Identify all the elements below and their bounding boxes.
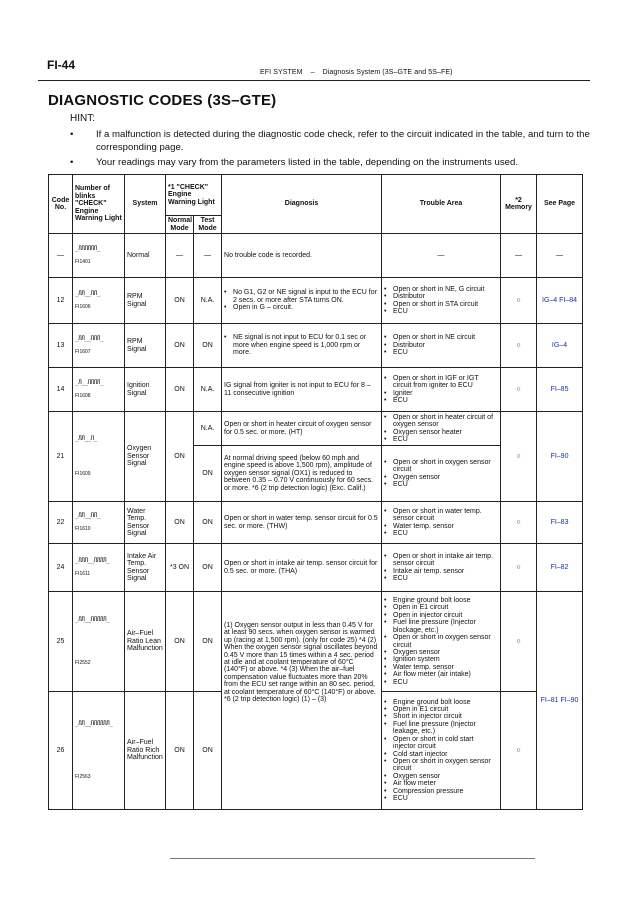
trouble-item: • ECU [393, 795, 498, 802]
trouble-item: • Cold start injector [393, 751, 498, 758]
table-row [49, 502, 583, 544]
system-cell: Air–Fuel Ratio Lean Malfunction [125, 592, 166, 692]
figure-id: FI1609 [75, 470, 91, 477]
trouble-area-cell [382, 324, 501, 368]
normal-mode-cell: ON [166, 412, 194, 502]
hint-bullet [70, 157, 605, 170]
trouble-item: • Oxygen sensor [393, 773, 498, 780]
trouble-item: • Ignition system [393, 656, 498, 663]
col-memory: *2 Memory [501, 175, 537, 234]
blink-pattern [73, 412, 125, 502]
trouble-item: • Open or short in oxygen sensor circuit [393, 459, 498, 474]
trouble-item: • ECU [393, 397, 498, 404]
col-normal-mode: Normal Mode [166, 216, 194, 234]
col-trouble-area: Trouble Area [382, 175, 501, 234]
figure-id: FI1401 [75, 258, 91, 265]
blink-waveform: _ЛЛ__ЛЛЛ_ [75, 335, 104, 343]
trouble-item: • Open in E1 circuit [393, 604, 498, 611]
figure-id: FI1611 [75, 570, 91, 577]
running-header [260, 69, 453, 76]
system-cell: Water Temp. Sensor Signal [125, 502, 166, 544]
trouble-area-cell [382, 692, 501, 810]
trouble-item: • Compression pressure [393, 788, 498, 795]
memory-cell: ○ [501, 692, 537, 810]
see-page-link[interactable]: IG–4 FI–84 [537, 278, 583, 324]
trouble-item: • Engine ground bolt loose [393, 699, 498, 706]
trouble-item: • Open or short in intake air temp. sensor circuit [393, 553, 498, 568]
memory-cell: ○ [501, 592, 537, 692]
trouble-item: • Air flow meter [393, 780, 498, 787]
col-check-light: *1 "CHECK" Engine Warning Light [166, 175, 222, 216]
bullet-dot-icon: • [70, 157, 74, 168]
trouble-item: • Igniter [393, 390, 498, 397]
diagnosis-item: • No G1, G2 or NE signal is input to the ECU for 2 secs. or more after STA turns ON. [233, 289, 379, 304]
diagnosis-cell [222, 324, 382, 368]
see-page-link[interactable]: FI–90 [537, 412, 583, 502]
test-mode-cell: N.A. [194, 368, 222, 412]
trouble-area-cell [382, 278, 501, 324]
trouble-area-cell [382, 368, 501, 412]
figure-id: FI1608 [75, 392, 91, 399]
test-mode-cell: N.A. [194, 412, 222, 446]
trouble-item: • ECU [393, 530, 498, 537]
blink-pattern [73, 368, 125, 412]
test-mode-cell: ON [194, 544, 222, 592]
trouble-item: • Water temp. sensor [393, 664, 498, 671]
test-mode-cell: ON [194, 692, 222, 810]
see-page-link[interactable]: FI–81 FI–90 [537, 592, 583, 810]
figure-id: FI1610 [75, 525, 91, 532]
system-cell: Intake Air Temp. Sensor Signal [125, 544, 166, 592]
blink-waveform: _ЛЛ__ЛЛ_ [75, 290, 100, 298]
blink-waveform: _ЛЛЛЛЛЛ_ [75, 245, 100, 253]
normal-mode-cell: ON [166, 502, 194, 544]
table-row [49, 324, 583, 368]
trouble-item: • Open in injector circuit [393, 612, 498, 619]
system-cell: Air–Fuel Ratio Rich Malfunction [125, 692, 166, 810]
trouble-area-cell [382, 502, 501, 544]
test-mode-cell: N.A. [194, 278, 222, 324]
hint-label: HINT: [70, 113, 95, 124]
trouble-item: • Water temp. sensor [393, 523, 498, 530]
trouble-item: • Fuel line pressure (Injector leakage, etc.) [393, 721, 498, 736]
trouble-area-cell: — [382, 234, 501, 278]
code-cell: 21 [49, 412, 73, 502]
trouble-item: • Intake air temp. sensor [393, 568, 498, 575]
trouble-area-cell [382, 544, 501, 592]
normal-mode-cell: ON [166, 592, 194, 692]
code-cell: 24 [49, 544, 73, 592]
diagnosis-cell: At normal driving speed (below 60 mph and engine speed is above 1,500 rpm), amplitude of oxygen sensor signal (OX1) is reduced to between 0.35 – 0.70 V continuously for 60 secs. or more. *6 (2 trip detection logic) (Exc. Calif.) [222, 446, 382, 502]
blink-pattern [73, 278, 125, 324]
diagnostic-codes-table [48, 174, 583, 810]
code-cell: 22 [49, 502, 73, 544]
memory-cell: ○ [501, 502, 537, 544]
blink-pattern [73, 234, 125, 278]
system-cell: Oxygen Sensor Signal [125, 412, 166, 502]
trouble-item: • Distributor [393, 293, 498, 300]
table-row [49, 368, 583, 412]
hint-text: Your readings may vary from the parameters listed in the table, depending on the instruments used. [96, 157, 519, 168]
header-rule [38, 80, 590, 81]
col-code: Code No. [49, 175, 73, 234]
trouble-item: • ECU [393, 436, 498, 443]
normal-mode-cell: ON [166, 324, 194, 368]
code-cell: 12 [49, 278, 73, 324]
col-see-page: See Page [537, 175, 583, 234]
figure-id: FI1607 [75, 348, 91, 355]
blink-waveform: _Л__ЛЛЛЛ_ [75, 379, 104, 387]
bullet-dot-icon: • [70, 129, 74, 140]
diagnosis-cell: Open or short in water temp. sensor circuit for 0.5 sec. or more. (THW) [222, 502, 382, 544]
trouble-item: • ECU [393, 308, 498, 315]
trouble-item: • Open or short in STA circuit [393, 301, 498, 308]
trouble-item: • ECU [393, 575, 498, 582]
table-row [49, 544, 583, 592]
system-cell: Normal [125, 234, 166, 278]
normal-mode-cell: *3 ON [166, 544, 194, 592]
memory-cell: ○ [501, 368, 537, 412]
test-mode-cell: ON [194, 324, 222, 368]
test-mode-cell: ON [194, 446, 222, 502]
see-page-link[interactable]: IG–4 [537, 324, 583, 368]
blink-pattern [73, 544, 125, 592]
trouble-item: • Open or short in NE, G circuit [393, 286, 498, 293]
trouble-item: • ECU [393, 349, 498, 356]
trouble-item: • Air flow meter (air intake) [393, 671, 498, 678]
diagnosis-cell: Open or short in heater circuit of oxygen sensor for 0.5 sec. or more. (HT) [222, 412, 382, 446]
figure-id: FI2552 [75, 659, 91, 666]
blink-pattern [73, 324, 125, 368]
table-header-row [49, 175, 583, 216]
page-title: DIAGNOSTIC CODES (3S–GTE) [48, 92, 277, 109]
diagnosis-item: • Open in G – circuit. [233, 304, 379, 311]
blink-pattern [73, 592, 125, 692]
system-cell: RPM Signal [125, 278, 166, 324]
trouble-item: • Fuel line pressure (Injector blockage, etc.) [393, 619, 498, 634]
memory-cell: ○ [501, 324, 537, 368]
trouble-item: • ECU [393, 481, 498, 488]
normal-mode-cell: ON [166, 278, 194, 324]
memory-cell: ○ [501, 278, 537, 324]
trouble-item: • Open or short in cold start injector circuit [393, 736, 498, 751]
normal-mode-cell: ON [166, 368, 194, 412]
table-row [49, 592, 583, 692]
col-blinks: Number of blinks "CHECK" Engine Warning Light [73, 175, 125, 234]
trouble-item: • Short in injector circuit [393, 713, 498, 720]
trouble-area-cell [382, 592, 501, 692]
code-cell: 25 [49, 592, 73, 692]
hint-text: If a malfunction is detected during the diagnostic code check, refer to the circuit indicated in the table, and turn to the corresponding page. [96, 129, 590, 153]
code-cell: — [49, 234, 73, 278]
col-test-mode: Test Mode [194, 216, 222, 234]
see-page-link[interactable]: FI–82 [537, 544, 583, 592]
diagnosis-cell: IG signal from igniter is not input to ECU for 8 – 11 consecutive ignition [222, 368, 382, 412]
normal-mode-cell: ON [166, 692, 194, 810]
diagnosis-cell: (1) Oxygen sensor output in less than 0.45 V for at least 90 secs. when oxygen sensor is warmed up (racing at 1,500 rpm). (only for code 25) *4 (2) When the oxygen sensor signal oscillates beyond 0.45 V more than 15 times within a 4 sec. period at idle and at coolant temperature of 60°C (140°F) or above. *4 (3) When the air–fuel compensation value fluctuates more than 20% from the ECU set range within an 80 sec. period, at coolant temperature of 60°C (140°F) or above. *6 (2 trip detection logic) (1) – (3) [222, 592, 382, 810]
see-page-link[interactable]: FI–85 [537, 368, 583, 412]
see-page-link[interactable]: FI–83 [537, 502, 583, 544]
test-mode-cell: ON [194, 592, 222, 692]
table-row [49, 278, 583, 324]
col-diagnosis: Diagnosis [222, 175, 382, 234]
trouble-item: • Engine ground bolt loose [393, 597, 498, 604]
figure-id: FI1606 [75, 303, 91, 310]
table-row [49, 412, 583, 446]
memory-cell: — [501, 234, 537, 278]
test-mode-cell: — [194, 234, 222, 278]
trouble-item: • Open or short in water temp. sensor circuit [393, 508, 498, 523]
section-name: EFI SYSTEM [260, 69, 303, 76]
memory-cell: ○ [501, 544, 537, 592]
memory-cell: ○ [501, 412, 537, 502]
blink-waveform: _ЛЛ__ЛЛЛЛЛ_ [75, 616, 110, 624]
code-cell: 26 [49, 692, 73, 810]
hint-bullet [70, 129, 605, 154]
trouble-area-cell [382, 446, 501, 502]
blink-pattern [73, 692, 125, 810]
normal-mode-cell: — [166, 234, 194, 278]
trouble-item: • Oxygen sensor [393, 649, 498, 656]
table-row [49, 234, 583, 278]
trouble-item: • ECU [393, 679, 498, 686]
trouble-item: • Oxygen sensor [393, 474, 498, 481]
blink-waveform: _ЛЛЛ__ЛЛЛЛ_ [75, 557, 110, 565]
code-cell: 13 [49, 324, 73, 368]
system-cell: RPM Signal [125, 324, 166, 368]
subsection-name: Diagnosis System (3S–GTE and 5S–FE) [322, 69, 453, 76]
trouble-area-cell [382, 412, 501, 446]
trouble-item: • Open or short in IGF or IGT circuit from igniter to ECU [393, 375, 498, 390]
trouble-item: • Distributor [393, 342, 498, 349]
diagnosis-cell: Open or short in intake air temp. sensor circuit for 0.5 sec. or more. (THA) [222, 544, 382, 592]
code-cell: 14 [49, 368, 73, 412]
figure-id: FI2563 [75, 773, 91, 780]
system-cell: Ignition Signal [125, 368, 166, 412]
see-page-cell: — [537, 234, 583, 278]
diagnosis-cell: No trouble code is recorded. [222, 234, 382, 278]
blink-waveform: _ЛЛ__ЛЛЛЛЛЛ_ [75, 720, 113, 728]
trouble-item: • Open or short in oxygen sensor circuit [393, 758, 498, 773]
blink-waveform: _ЛЛ__ЛЛ_ [75, 512, 100, 520]
footer-rule [170, 858, 535, 859]
trouble-item: • Open or short in oxygen sensor circuit [393, 634, 498, 649]
test-mode-cell: ON [194, 502, 222, 544]
page-number: FI-44 [47, 58, 76, 72]
diagnosis-cell [222, 278, 382, 324]
header-dash: – [310, 69, 315, 76]
diagnosis-item: • NE signal is not input to ECU for 0.1 sec or more when engine speed is 1,000 rpm or more. [233, 334, 379, 356]
blink-waveform: _ЛЛ__Л_ [75, 435, 97, 443]
trouble-item: • Open in E1 circuit [393, 706, 498, 713]
trouble-item: • Open or short in heater circuit of oxygen sensor [393, 414, 498, 429]
trouble-item: • Open or short in NE circuit [393, 334, 498, 341]
blink-pattern [73, 502, 125, 544]
trouble-item: • Oxygen sensor heater [393, 429, 498, 436]
col-system: System [125, 175, 166, 234]
